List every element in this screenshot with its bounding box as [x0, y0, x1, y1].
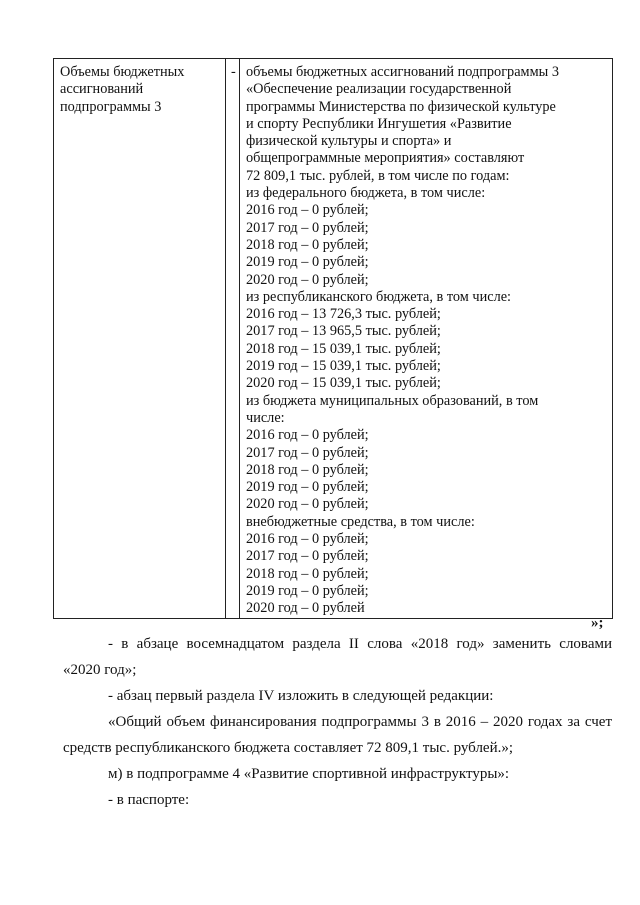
paragraph-section-ii-line1: - в абзаце восемнадцатом раздела II слова «2018 год» заменить словами [108, 636, 612, 652]
content-line: 2016 год – 13 726,3 тыс. рублей; [246, 306, 441, 323]
content-line: 2018 год – 0 рублей; [246, 565, 369, 582]
content-line: «Обеспечение реализации государственной [246, 81, 512, 98]
content-line: из федерального бюджета, в том числе: [246, 185, 486, 202]
closing-quote-mark: »; [591, 615, 604, 631]
content-line: числе: [246, 409, 285, 426]
content-line: 2020 год – 0 рублей; [246, 271, 369, 288]
label-line: Объемы бюджетных [60, 64, 185, 80]
content-line: 2020 год – 15 039,1 тыс. рублей; [246, 375, 441, 392]
content-line: 2019 год – 0 рублей; [246, 582, 369, 599]
content-line: физической культуры и спорта» и [246, 133, 452, 150]
content-line: 2020 год – 0 рублей; [246, 496, 369, 513]
label-line: ассигнований [60, 81, 144, 98]
content-line: 72 809,1 тыс. рублей, в том числе по годам: [246, 167, 510, 184]
content-line: 2019 год – 0 рублей; [246, 479, 369, 496]
content-line: и спорту Республики Ингушетия «Развитие [246, 115, 512, 132]
content-line: общепрограммные мероприятия» составляют [246, 150, 525, 167]
paragraph-section-iv: - абзац первый раздела IV изложить в следующей редакции: [108, 688, 494, 704]
content-line: 2017 год – 13 965,5 тыс. рублей; [246, 323, 441, 340]
content-line: 2019 год – 0 рублей; [246, 254, 369, 271]
paragraph-section-ii-line2: «2020 год»; [63, 662, 137, 678]
content-line: 2018 год – 15 039,1 тыс. рублей; [246, 340, 441, 357]
paragraph-financing-line1: «Общий объем финансирования подпрограммы 3 в 2016 – 2020 годах за счет [108, 714, 612, 730]
content-line: внебюджетные средства, в том числе: [246, 513, 475, 530]
content-line: 2017 год – 0 рублей; [246, 548, 369, 565]
paragraph-passport: - в паспорте: [108, 792, 190, 808]
content-line: из бюджета муниципальных образований, в том [246, 392, 539, 409]
content-line: объемы бюджетных ассигнований подпрограммы 3 [246, 64, 559, 80]
content-line: 2016 год – 0 рублей; [246, 427, 369, 444]
content-line: 2018 год – 0 рублей; [246, 236, 369, 253]
label-line: подпрограммы 3 [60, 98, 162, 115]
content-line: 2020 год – 0 рублей [246, 600, 365, 617]
content-line: 2017 год – 0 рублей; [246, 444, 369, 461]
dash-separator: - [231, 64, 236, 80]
content-line: 2019 год – 15 039,1 тыс. рублей; [246, 358, 441, 375]
content-line: 2016 год – 0 рублей; [246, 202, 369, 219]
paragraph-subprogram-4: м) в подпрограмме 4 «Развитие спортивной инфраструктуры»: [108, 766, 510, 782]
dash-cell [226, 59, 240, 619]
label-cell [54, 59, 226, 619]
paragraph-financing-line2: средств республиканского бюджета составляет 72 809,1 тыс. рублей.»; [63, 740, 514, 756]
table-row [54, 59, 613, 619]
content-line: 2017 год – 0 рублей; [246, 219, 369, 236]
content-line: 2018 год – 0 рублей; [246, 461, 369, 478]
content-line: 2016 год – 0 рублей; [246, 531, 369, 548]
content-cell [240, 59, 613, 619]
content-line: программы Министерства по физической культуре [246, 98, 556, 115]
passport-table [53, 58, 613, 619]
content-line: из республиканского бюджета, в том числе: [246, 288, 512, 305]
